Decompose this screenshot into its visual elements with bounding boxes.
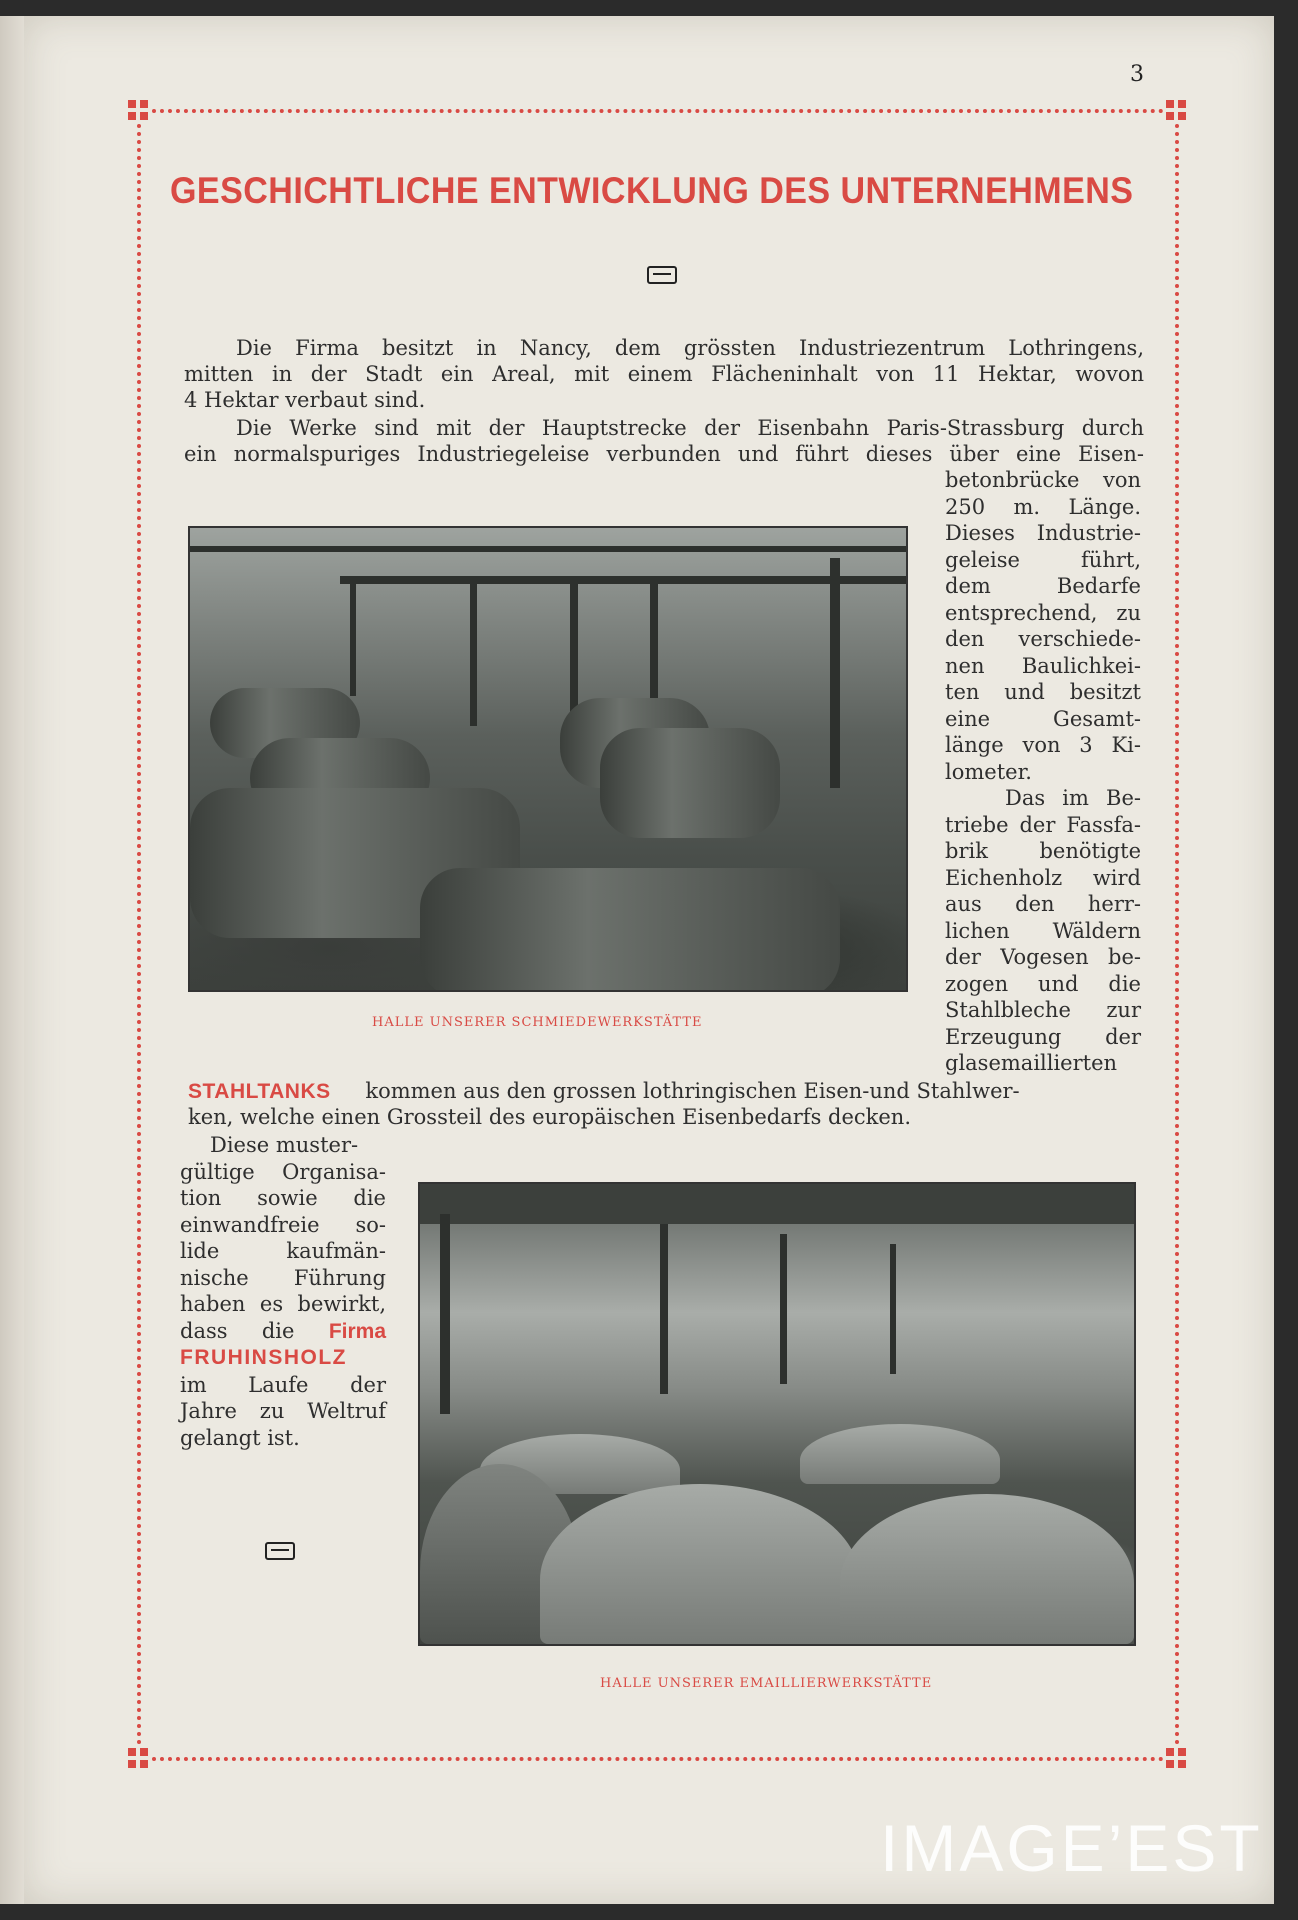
firma-line xyxy=(180,1318,386,1346)
side-column-line: entsprechend, zu xyxy=(945,600,1141,625)
side-column-line: Dieses Industrie- xyxy=(945,521,1141,545)
side-column-line: dem Bedarfe xyxy=(945,574,1141,598)
left-column-line: gelangt ist. xyxy=(180,1425,300,1450)
enamelling-hall-photo xyxy=(418,1182,1136,1646)
side-column-line: geleise führt, xyxy=(945,547,1141,572)
page-title: GESCHICHTLICHE ENTWICKLUNG DES UNTERNEHMENS xyxy=(170,170,1134,211)
side-column-line: brik benötigte xyxy=(945,839,1141,863)
side-column-line: aus den herr- xyxy=(945,892,1141,916)
side-column-line: 250 m. Länge. xyxy=(945,494,1141,519)
side-column-line: eine Gesamt- xyxy=(945,706,1141,731)
side-column-line: lometer. xyxy=(945,759,1032,784)
frame-corner-ornament xyxy=(128,100,150,122)
frame-corner-ornament xyxy=(1166,1748,1188,1770)
paragraph-line: Die Firma besitzt in Nancy, dem grössten Industriezentrum Lothringens, xyxy=(236,336,1144,360)
side-column-line: glasemaillierten xyxy=(945,1051,1118,1075)
side-column-line: nen Baulichkei- xyxy=(945,653,1141,678)
side-column-line: Das im Be- xyxy=(1005,786,1141,810)
divider-ornament-icon xyxy=(265,1542,295,1560)
paragraph-line: ken, welche einen Grossteil des europäischen Eisenbedarfs decken. xyxy=(188,1105,912,1129)
side-column-line: Stahlbleche zur xyxy=(945,998,1141,1022)
firma-prefix: dass die xyxy=(180,1318,295,1343)
side-text-column xyxy=(945,467,1141,1077)
side-column-line: länge von 3 Ki- xyxy=(945,733,1141,757)
frame-bottom-border xyxy=(152,1757,1164,1761)
paragraph-line: Die Werke sind mit der Hauptstrecke der Eisenbahn Paris-Strassburg durch xyxy=(236,416,1144,440)
left-column-line: haben es bewirkt, xyxy=(180,1292,386,1316)
side-column-line: ten und besitzt xyxy=(945,680,1141,704)
photo-caption: HALLE UNSERER SCHMIEDEWERKSTÄTTE xyxy=(372,1015,703,1030)
left-column-line: tion sowie die xyxy=(180,1186,386,1210)
left-text-column xyxy=(180,1132,386,1451)
side-column-line: triebe der Fassfa- xyxy=(945,812,1141,837)
stahltanks-text: kommen aus den grossen lothringischen Eisen-und Stahlwer- xyxy=(365,1079,1020,1103)
photo-caption: HALLE UNSERER EMAILLIERWERKSTÄTTE xyxy=(600,1676,933,1691)
side-column-line: Erzeugung der xyxy=(945,1024,1141,1049)
left-column-line: nische Führung xyxy=(180,1265,386,1290)
side-column-line: den verschiede- xyxy=(945,627,1141,651)
left-column-line: Diese muster- xyxy=(210,1133,359,1157)
frame-corner-ornament xyxy=(1166,100,1188,122)
page-number: 3 xyxy=(1130,62,1144,87)
watermark-logo: IMAGE’EST xyxy=(880,1811,1263,1885)
left-column-line: einwandfreie so- xyxy=(180,1212,386,1237)
side-column-line: der Vogesen be- xyxy=(945,945,1141,969)
frame-corner-ornament xyxy=(128,1748,150,1770)
company-name: FRUHINSHOLZ xyxy=(180,1346,347,1369)
paragraph-line: 4 Hektar verbaut sind. xyxy=(184,388,426,412)
paragraph-line: mitten in der Stadt ein Areal, mit einem Flächeninhalt von 11 Hektar, wovon xyxy=(184,362,1144,386)
firma-highlight: Firma xyxy=(328,1319,386,1343)
left-column-line: gültige Organisa- xyxy=(180,1159,386,1184)
frame-left-border xyxy=(137,124,141,1746)
side-column-line: betonbrücke von xyxy=(945,468,1141,492)
forge-hall-photo xyxy=(188,526,908,992)
side-column-line: Eichenholz wird xyxy=(945,865,1141,890)
stahltanks-line xyxy=(188,1078,1143,1106)
frame-top-border xyxy=(152,109,1164,113)
left-column-line: lide kaufmän- xyxy=(180,1239,386,1263)
frame-right-border xyxy=(1175,124,1179,1746)
paragraph-line: ein normalspuriges Industriegeleise verbunden und führt dieses über eine Eisen- xyxy=(184,442,1144,466)
divider-ornament-icon xyxy=(647,266,677,284)
side-column-line: lichen Wäldern xyxy=(945,918,1141,943)
stahltanks-highlight: STAHLTANKS xyxy=(188,1080,331,1103)
left-column-line: Jahre zu Weltruf xyxy=(180,1399,386,1423)
left-column-line: im Laufe der xyxy=(180,1372,386,1397)
side-column-line: zogen und die xyxy=(945,971,1141,996)
